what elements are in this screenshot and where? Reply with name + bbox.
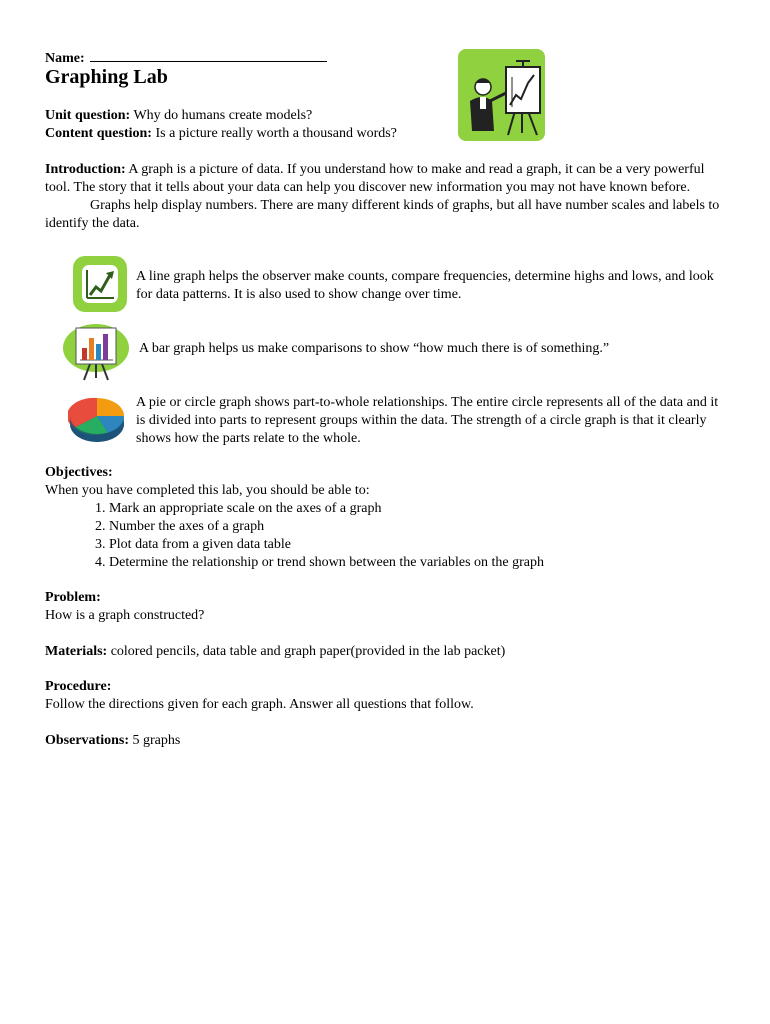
objective-item: 2. Number the axes of a graph xyxy=(109,518,725,536)
objectives-label: Objectives: xyxy=(45,465,113,480)
procedure-section xyxy=(45,678,725,714)
content-question-text: Is a picture really worth a thousand words? xyxy=(155,126,397,141)
observations-section xyxy=(45,732,725,750)
line-graph-icon xyxy=(72,255,128,313)
objective-item: 4. Determine the relationship or trend shown between the variables on the graph xyxy=(109,554,725,572)
observations-label: Observations: xyxy=(45,733,129,748)
content-question xyxy=(45,125,397,143)
presenter-chart-icon xyxy=(458,49,545,141)
introduction-section xyxy=(45,161,725,233)
name-blank-line[interactable] xyxy=(90,47,327,62)
unit-question-label: Unit question: xyxy=(45,108,131,123)
unit-question-text: Why do humans create models? xyxy=(133,108,313,123)
introduction-text: A graph is a picture of data. If you understand how to make and read a graph, it can be a very powerful tool. The story that it tells about your data can help you discover new information you may not have known before. xyxy=(45,162,705,195)
name-label: Name: xyxy=(45,51,85,66)
materials-label: Materials: xyxy=(45,644,108,659)
problem-text: How is a graph constructed? xyxy=(45,608,205,623)
objectives-list xyxy=(45,500,725,572)
observations-text: 5 graphs xyxy=(132,733,181,748)
unit-question xyxy=(45,107,312,125)
objective-item: 3. Plot data from a given data table xyxy=(109,536,725,554)
content-question-label: Content question: xyxy=(45,126,152,141)
introduction-label: Introduction: xyxy=(45,162,126,177)
objectives-section xyxy=(45,464,725,572)
introduction-paragraph-2: Graphs help display numbers. There are many different kinds of graphs, but all have number scales and labels to identify the data. xyxy=(45,198,720,231)
line-graph-description: A line graph helps the observer make counts, compare frequencies, determine highs and lows, and look for data patterns. It is also used to show change over time. xyxy=(136,269,714,302)
introduction-paragraph-1 xyxy=(45,161,725,197)
procedure-text: Follow the directions given for each graph. Answer all questions that follow. xyxy=(45,697,474,712)
page-title: Graphing Lab xyxy=(45,66,168,88)
bar-graph-description: A bar graph helps us make comparisons to show “how much there is of something.” xyxy=(139,341,610,356)
bar-graph-icon xyxy=(62,322,130,382)
pie-chart-description: A pie or circle graph shows part-to-whole relationships. The entire circle represents all of the data and it is divided into parts to represent groups within the data. The strength of a circle graph is that it clearly shows how the parts relate to the whole. xyxy=(136,395,719,446)
objective-item: 1. Mark an appropriate scale on the axes of a graph xyxy=(109,500,725,518)
materials-text: colored pencils, data table and graph paper(provided in the lab packet) xyxy=(110,644,506,659)
problem-label: Problem: xyxy=(45,590,101,605)
procedure-label: Procedure: xyxy=(45,679,112,694)
materials-section xyxy=(45,643,725,661)
objectives-intro: When you have completed this lab, you should be able to: xyxy=(45,483,370,498)
problem-section xyxy=(45,589,725,625)
pie-chart-icon xyxy=(68,392,126,446)
